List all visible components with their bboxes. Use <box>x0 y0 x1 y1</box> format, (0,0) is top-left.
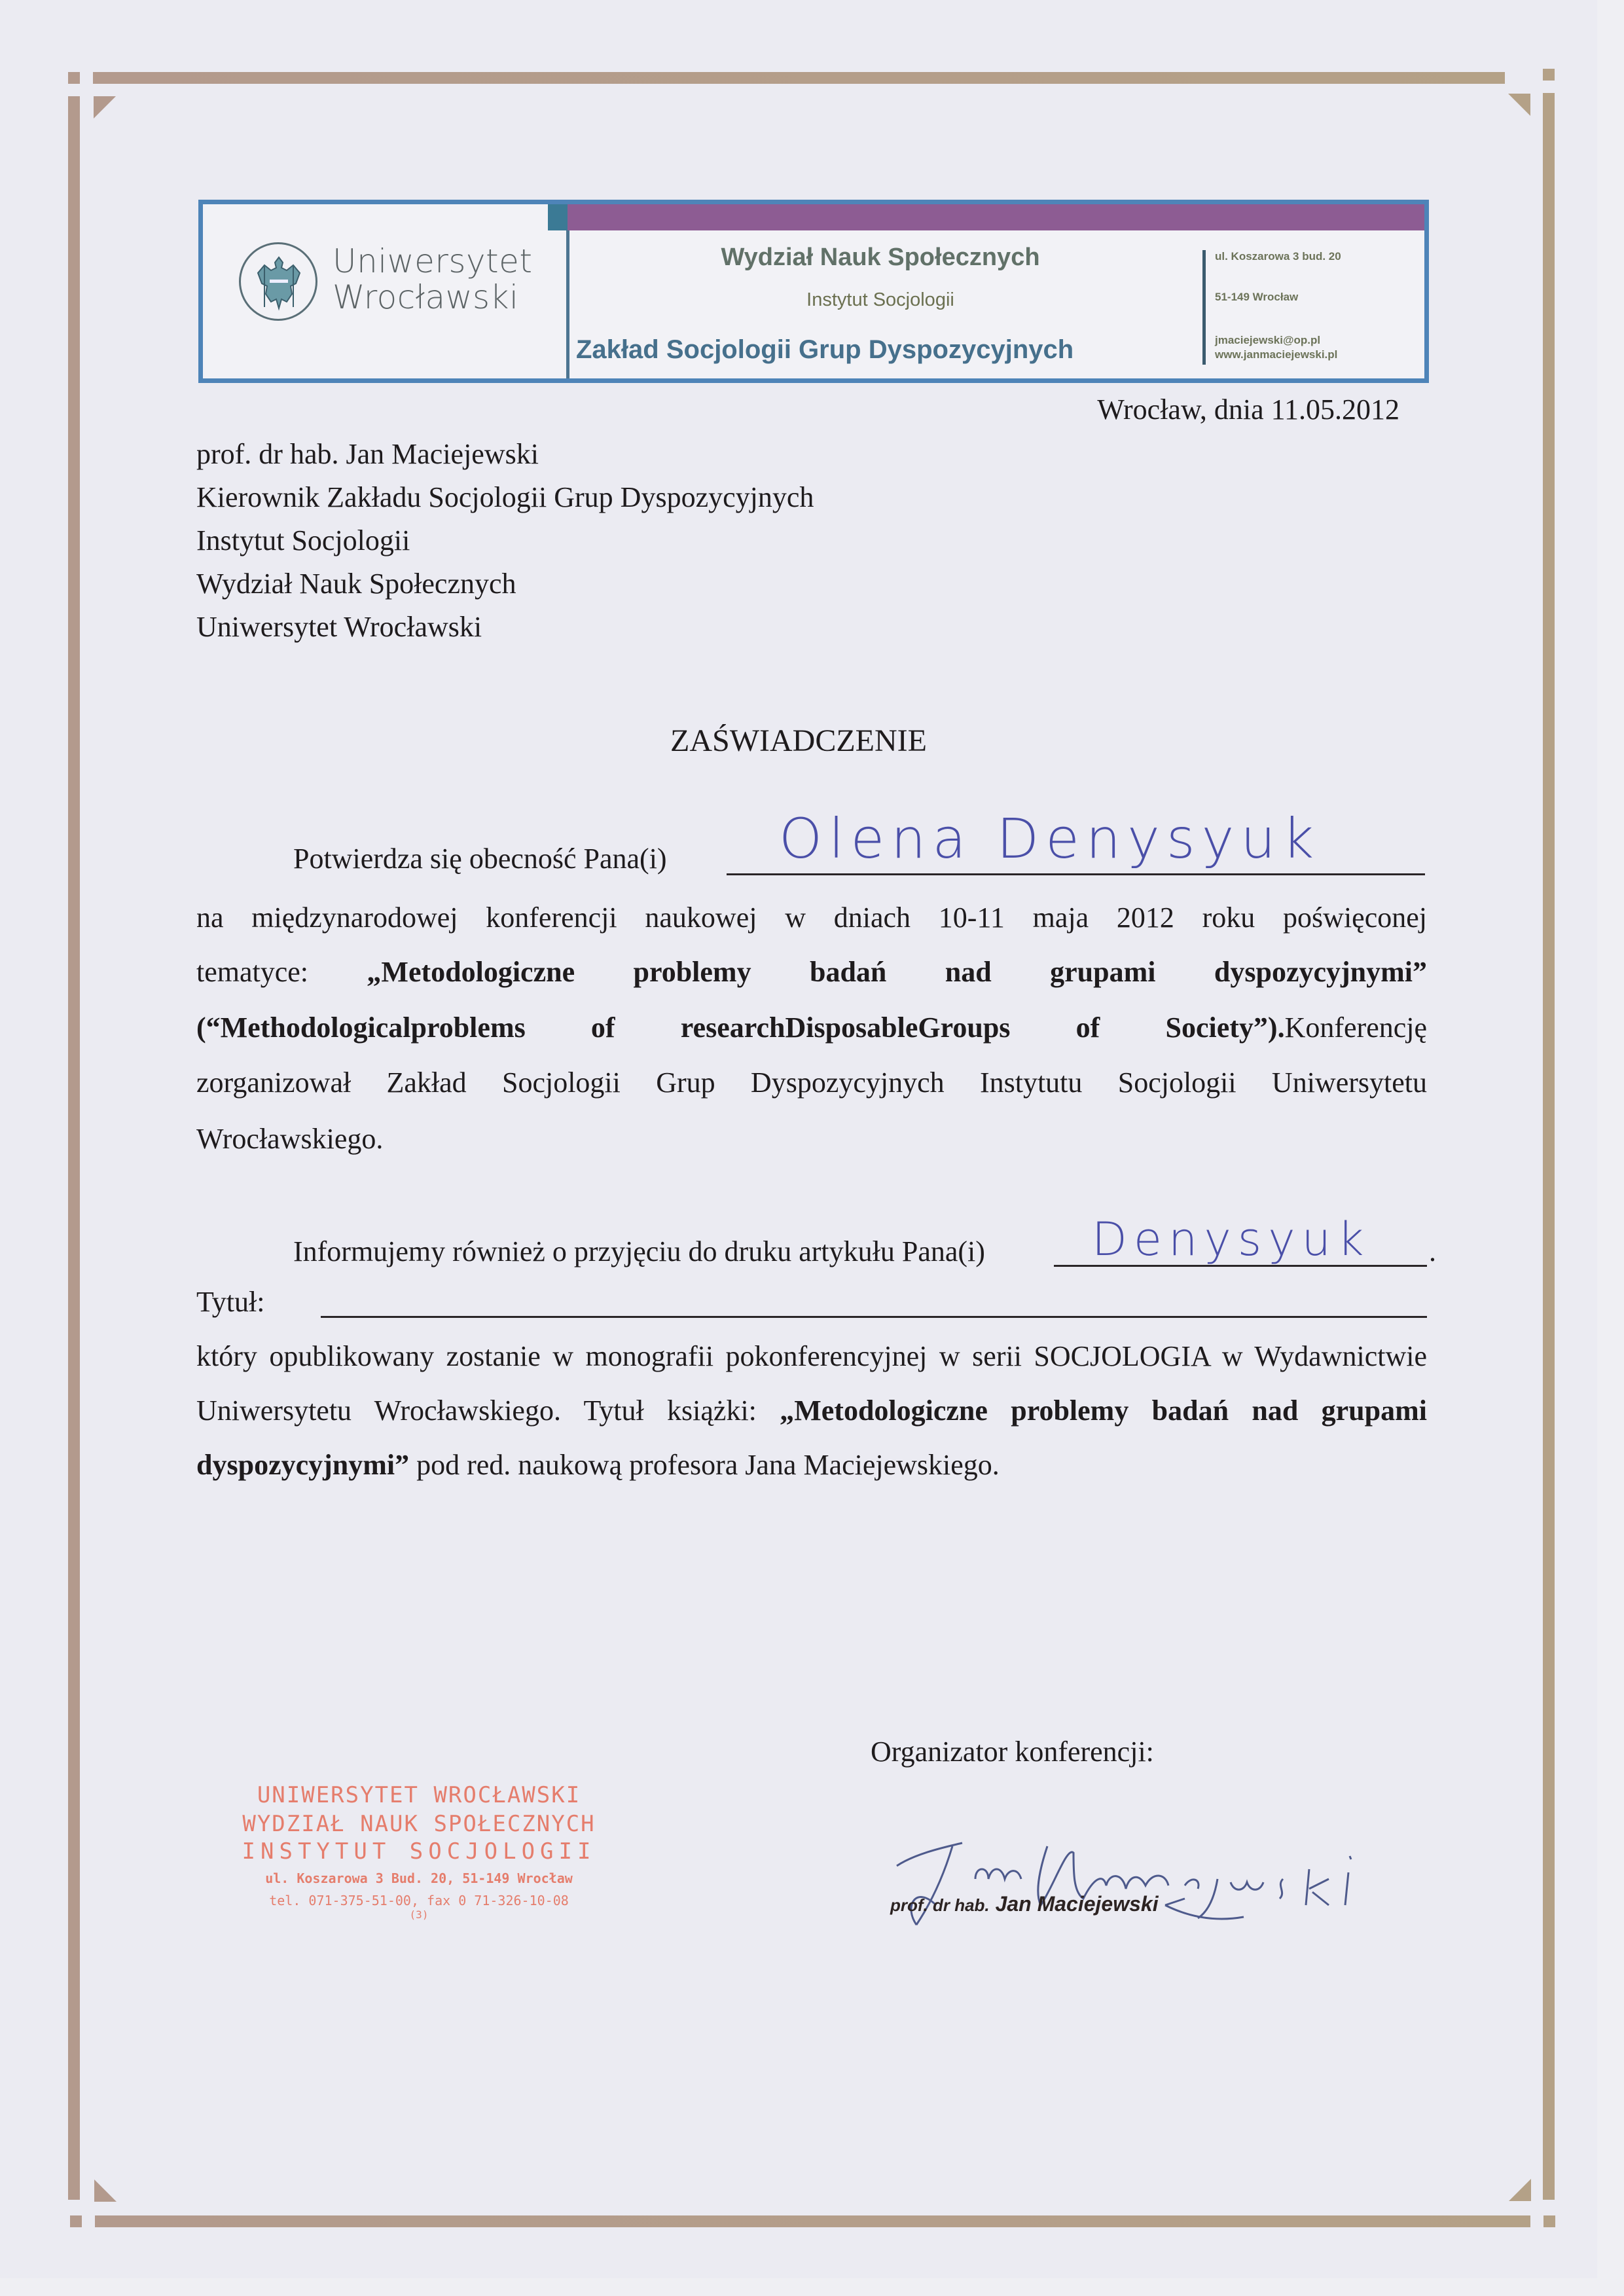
frame-top-corner-square-right <box>1543 69 1555 81</box>
attendance-name-field[interactable] <box>727 873 1425 875</box>
department-name: Zakład Socjologii Grup Dyspozycyjnych <box>576 335 1074 364</box>
article-period: . <box>1429 1235 1436 1267</box>
publication-line-3-suffix: pod red. naukową profesora Jana Maciejewskiego. <box>416 1449 1000 1481</box>
university-name <box>333 244 533 316</box>
sender-line: prof. dr hab. Jan Maciejewski <box>196 438 539 470</box>
stamp-line: (3) <box>409 1908 429 1921</box>
frame-top-corner-square-left <box>68 72 80 84</box>
frame-bottom-corner-square-left <box>70 2215 82 2227</box>
university-eagle-crest-icon <box>239 242 317 321</box>
article-title-field[interactable] <box>321 1316 1427 1318</box>
frame-right-bar <box>1543 93 1555 2200</box>
letterhead-contact <box>1202 250 1431 365</box>
body-line-1: na międzynarodowej konferencji naukowej w dniach 10-11 maja 2012 roku poświęconej <box>196 902 1427 934</box>
title-label: Tytuł: <box>196 1286 265 1318</box>
conference-title-en: (“Methodologicalproblems of researchDisposableGroups of Society”). <box>196 1011 1285 1044</box>
sender-line: Instytut Socjologii <box>196 524 410 556</box>
frame-top-bar <box>93 72 1505 84</box>
sender-line: Uniwersytet Wrocławski <box>196 611 482 643</box>
letterhead-purple-band <box>568 204 1424 230</box>
contact-city: 51-149 Wrocław <box>1215 291 1299 303</box>
corner-triangle-bottom-right <box>1509 2179 1531 2201</box>
organizer-label: Organizator konferencji: <box>871 1736 1154 1768</box>
contact-email[interactable]: jmaciejewski@op.pl <box>1215 334 1321 346</box>
institute-name: Instytut Socjologii <box>806 289 954 310</box>
letterhead-unit-names <box>569 230 1191 378</box>
signatory-full-name: Jan Maciejewski <box>995 1892 1159 1916</box>
letterhead-teal-block <box>548 204 568 230</box>
stamp-line: UNIWERSYTET WROCŁAWSKI <box>257 1782 581 1808</box>
contact-website[interactable]: www.janmaciejewski.pl <box>1215 348 1338 361</box>
corner-triangle-bottom-left <box>94 2179 117 2202</box>
signatory-name <box>890 1892 1159 1916</box>
signatory-title: prof. dr hab. <box>890 1895 990 1915</box>
conference-title-pl: „Metodologiczne problemy badań nad grupami dyspozycyjnymi” <box>367 956 1427 988</box>
stamp-line: INSTYTUT SOCJOLOGII <box>242 1838 596 1865</box>
document-title: ZAŚWIADCZENIE <box>670 723 927 758</box>
university-name-line2: Wrocławski <box>333 278 519 316</box>
body-line-2-prefix: tematyce: <box>196 956 309 988</box>
sender-line: Wydział Nauk Społecznych <box>196 568 516 600</box>
letterhead-logo-panel <box>203 204 569 378</box>
institute-stamp <box>209 1784 628 1920</box>
body-line-4: zorganizował Zakład Socjologii Grup Dyspozycyjnych Instytutu Socjologii Uniwersytetu <box>196 1066 1427 1099</box>
body-line-5: Wrocławskiego. <box>196 1123 384 1155</box>
body-line-3-suffix: Konferencję <box>1284 1011 1427 1044</box>
sender-line: Kierownik Zakładu Socjologii Grup Dyspozycyjnych <box>196 481 814 513</box>
publication-line-2-prefix: Uniwersytetu Wrocławskiego. Tytuł książki: <box>196 1394 757 1427</box>
frame-left-bar <box>68 96 80 2200</box>
publication-line-3 <box>196 1451 1000 1480</box>
body-line-3 <box>196 1013 1427 1042</box>
attendance-label: Potwierdza się obecność Pana(i) <box>293 843 667 875</box>
faculty-name: Wydział Nauk Społecznych <box>721 244 1040 271</box>
body-line-2 <box>196 958 1427 987</box>
corner-triangle-top-left <box>94 96 116 118</box>
letterhead <box>198 200 1429 383</box>
publication-line-2 <box>196 1396 1427 1425</box>
stamp-line: tel. 071-375-51-00, fax 0 71-326-10-08 <box>269 1893 569 1908</box>
stamp-line: WYDZIAŁ NAUK SPOŁECZNYCH <box>242 1811 596 1837</box>
attendance-handwritten-name: Olena Denysyuk <box>779 807 1321 871</box>
frame-bottom-bar <box>95 2215 1530 2227</box>
book-title: „Metodologiczne problemy badań nad grupami <box>780 1394 1427 1427</box>
stamp-line: ul. Koszarowa 3 Bud. 20, 51-149 Wrocław <box>265 1870 573 1886</box>
article-handwritten-name: Denysyuk <box>1092 1212 1371 1266</box>
signature-block <box>851 1735 1375 1931</box>
corner-triangle-top-right <box>1508 94 1530 116</box>
article-label: Informujemy również o przyjęciu do druku artykułu Pana(i) <box>293 1235 985 1267</box>
frame-bottom-corner-square-right <box>1543 2215 1555 2227</box>
date-line: Wrocław, dnia 11.05.2012 <box>1097 393 1399 426</box>
book-title-end: dyspozycyjnymi” <box>196 1449 410 1481</box>
university-name-line1: Uniwersytet <box>333 242 533 280</box>
publication-line-1: który opublikowany zostanie w monografii pokonferencyjnej w serii SOCJOLOGIA w Wydawnictwie <box>196 1340 1427 1372</box>
contact-street: ul. Koszarowa 3 bud. 20 <box>1215 250 1341 263</box>
